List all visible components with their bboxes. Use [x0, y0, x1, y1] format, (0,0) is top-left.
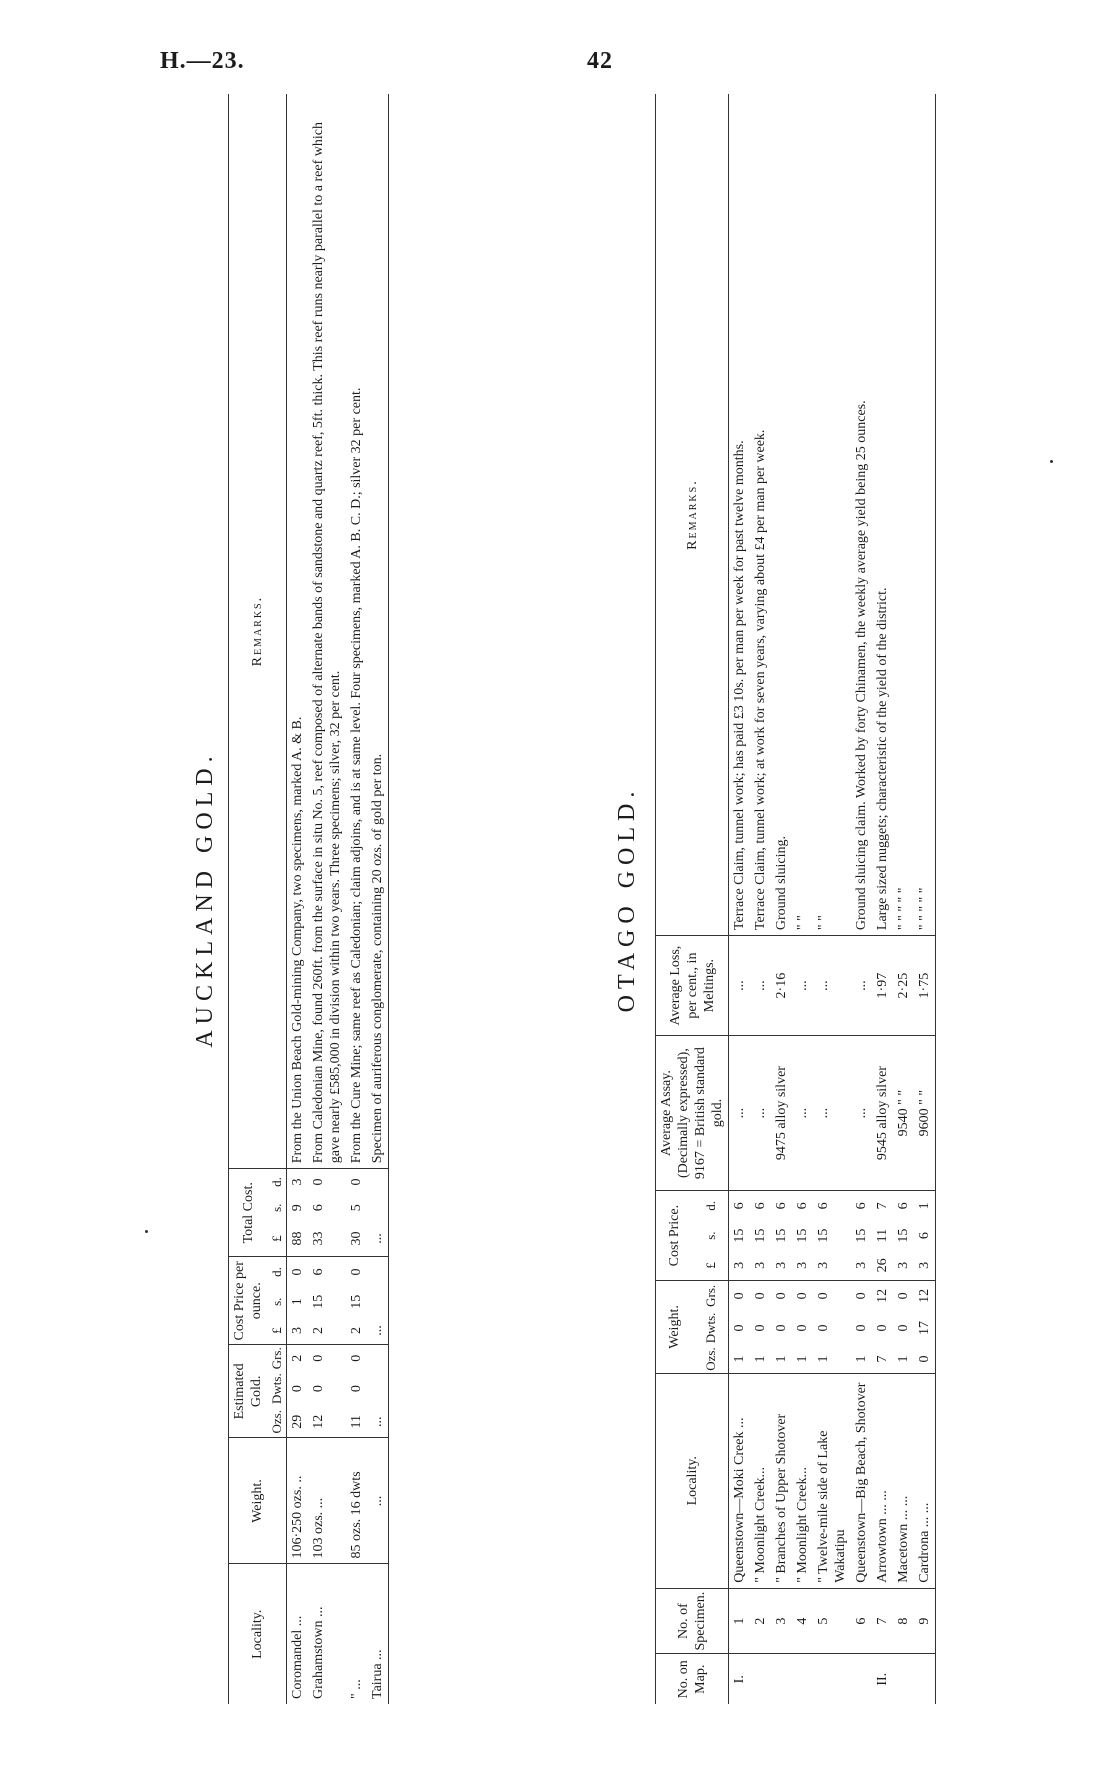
stray-mark: [1050, 460, 1053, 463]
unit-pounds: £: [694, 1251, 729, 1281]
table-row: [893, 94, 914, 1704]
cell-locality: " Moonlight Creek...: [792, 1373, 813, 1588]
cell-locality: Arrowtown ... ...: [872, 1373, 893, 1588]
cell-specimen: 5: [813, 1588, 851, 1654]
cell-cp-shillings: [367, 1287, 389, 1317]
unit-ozs: Ozs.: [694, 1345, 729, 1373]
cell-w-ozs: 0: [914, 1345, 936, 1373]
auck-header-cost-price: Cost Price per ounce.: [229, 1257, 268, 1345]
cell-loss: 2·25: [893, 936, 914, 1036]
cell-est-dwts: 0: [311, 1385, 326, 1393]
cell-w-ozs: 1: [813, 1345, 851, 1373]
cell-weight: 85 ozs. 16 dwts: [346, 1438, 367, 1564]
table-row: [750, 94, 771, 1704]
cell-specimen: 8: [893, 1588, 914, 1654]
otago-header-map: No. on Map.: [656, 1654, 729, 1704]
cell-est-grs: 0: [349, 1354, 364, 1362]
cell-est-grs: 2: [290, 1354, 305, 1362]
table-row: [792, 94, 813, 1704]
cell-remarks: Terrace Claim, tunnel work; at work for seven years, varying about £4 per man per week.: [750, 94, 771, 936]
table-row: [813, 94, 851, 1704]
auck-header-weight: Weight.: [229, 1438, 287, 1564]
cell-tc-pounds: 33: [308, 1221, 346, 1257]
cell-cp-pence: 0: [290, 1268, 305, 1276]
cell-c-pence: 1: [917, 1202, 932, 1210]
cell-c-pounds: 3: [893, 1251, 914, 1281]
rotated-page-content: [190, 94, 1070, 1704]
auck-header-estimated-gold: Estimated Gold.: [229, 1345, 268, 1438]
cell-locality: Queenstown—Big Beach, Shotover: [851, 1373, 872, 1588]
cell-tc-pounds: ...: [367, 1221, 389, 1257]
unit-pounds: £: [267, 1317, 287, 1345]
unit-pounds: £: [267, 1221, 287, 1257]
unit-pence: d.: [267, 1169, 287, 1195]
cell-locality: " ...: [349, 1679, 364, 1699]
auckland-table: [228, 94, 389, 1704]
cell-tc-pence: 0: [311, 1178, 326, 1186]
cell-c-shillings: 15: [732, 1228, 747, 1243]
cell-locality: Queenstown—Moki Creek ...: [729, 1373, 751, 1588]
cell-c-pence: 6: [816, 1202, 831, 1210]
cell-c-pence: 6: [732, 1202, 747, 1210]
cell-w-ozs: 7: [872, 1345, 893, 1373]
cell-locality: " Moonlight Creek...: [750, 1373, 771, 1588]
cell-tc-pounds: 30: [346, 1221, 367, 1257]
cell-assay: ...: [851, 1036, 872, 1191]
cell-w-dwts: 0: [795, 1324, 810, 1332]
cell-remarks: " ": [813, 94, 851, 936]
cell-w-grs: 0: [896, 1292, 911, 1300]
cell-weight: 103 ozs. ...: [308, 1438, 346, 1564]
cell-cp-shillings: 15: [311, 1294, 326, 1309]
cell-c-pence: 6: [896, 1202, 911, 1210]
cell-locality: Coromandel ...: [290, 1615, 305, 1699]
otago-header-weight: Weight.: [656, 1281, 694, 1374]
cell-cp-pence: [367, 1257, 389, 1287]
cell-locality: " Branches of Upper Shotover: [771, 1373, 792, 1588]
cell-est-dwts: [367, 1371, 389, 1406]
cell-c-shillings: 11: [875, 1228, 890, 1243]
cell-remarks: Specimen of auriferous conglomerate, containing 20 ozs. of gold per ton.: [367, 94, 389, 1169]
otago-header-cost-price: Cost Price.: [656, 1191, 694, 1281]
cell-remarks: Terrace Claim, tunnel work; has paid £3 10s. per man per week for past twelve months.: [729, 94, 751, 936]
unit-dwts: Dwts.: [694, 1311, 729, 1346]
cell-map: I.: [732, 1675, 747, 1684]
cell-specimen: 6: [851, 1588, 872, 1654]
cell-c-pounds: 3: [771, 1251, 792, 1281]
cell-w-dwts: 0: [753, 1324, 768, 1332]
cell-w-ozs: 1: [750, 1345, 771, 1373]
cell-c-pence: 6: [795, 1202, 810, 1210]
cell-locality: Macetown ... ...: [893, 1373, 914, 1588]
table-row: [729, 94, 751, 1704]
cell-loss: ...: [813, 936, 851, 1036]
cell-c-shillings: 15: [816, 1228, 831, 1243]
table-row: [308, 94, 346, 1704]
cell-est-ozs: 29: [287, 1406, 309, 1438]
cell-map: [851, 1654, 872, 1704]
table-row: [914, 94, 936, 1704]
auck-header-locality: Locality.: [229, 1564, 287, 1704]
table-row: [771, 94, 792, 1704]
unit-shillings: s.: [694, 1221, 729, 1251]
cell-tc-shillings: [367, 1195, 389, 1221]
table-row: [872, 94, 893, 1704]
cell-specimen: 1: [729, 1588, 751, 1654]
cell-est-dwts: 0: [349, 1385, 364, 1393]
cell-weight: ...: [367, 1438, 389, 1564]
cell-w-grs: 0: [732, 1292, 747, 1300]
otago-header-loss: Average Loss, per cent., in Meltings.: [656, 936, 729, 1036]
cell-tc-shillings: 6: [311, 1204, 326, 1212]
cell-assay: ...: [813, 1036, 851, 1191]
stray-mark: [145, 1230, 148, 1233]
cell-loss: ...: [792, 936, 813, 1036]
cell-w-ozs: 1: [729, 1345, 751, 1373]
cell-assay: 9540 " ": [893, 1036, 914, 1191]
cell-remarks: From the Union Beach Gold-mining Company, two specimens, marked A. & B.: [287, 94, 309, 1169]
cell-cp-pence: 6: [311, 1268, 326, 1276]
unit-dwts: Dwts.: [267, 1371, 287, 1406]
cell-remarks: Ground sluicing claim. Worked by forty Chinamen, the weekly average yield being 25 ounces.: [851, 94, 872, 936]
cell-tc-shillings: 9: [290, 1204, 305, 1212]
cell-c-shillings: 15: [854, 1228, 869, 1243]
cell-specimen: 3: [771, 1588, 792, 1654]
auck-header-total-cost: Total Cost.: [229, 1169, 268, 1257]
cell-w-dwts: 0: [854, 1324, 869, 1332]
cell-cp-shillings: 1: [290, 1298, 305, 1306]
cell-locality: Cardrona ... ...: [914, 1373, 936, 1588]
cell-est-dwts: 0: [290, 1385, 305, 1393]
cell-assay: ...: [750, 1036, 771, 1191]
cell-tc-pence: [367, 1169, 389, 1195]
cell-w-grs: 0: [774, 1292, 789, 1300]
unit-pence: d.: [267, 1257, 287, 1287]
cell-assay: 9600 " ": [914, 1036, 936, 1191]
cell-w-grs: 0: [795, 1292, 810, 1300]
landscape-content: [190, 94, 1070, 1704]
auck-header-remarks: Remarks.: [229, 94, 287, 1169]
cell-locality: Grahamstown ...: [311, 1606, 326, 1699]
cell-c-pence: 6: [774, 1202, 789, 1210]
cell-c-pounds: 26: [872, 1251, 893, 1281]
cell-remarks: Large sized nuggets; characteristic of the yield of the district.: [872, 94, 893, 936]
cell-w-grs: 0: [854, 1292, 869, 1300]
cell-c-pounds: 3: [813, 1251, 851, 1281]
table-row: [346, 94, 367, 1704]
cell-map: [914, 1654, 936, 1704]
cell-loss: 2·16: [771, 936, 792, 1036]
cell-map: [893, 1654, 914, 1704]
cell-remarks: From the Cure Mine; same reef as Caledonian; claim adjoins, and is at same level. Four specimens, marked A. B. C. D.; silver 32 per cent.: [346, 94, 367, 1169]
cell-specimen: 4: [792, 1588, 813, 1654]
table-row: [851, 94, 872, 1704]
cell-c-shillings: 15: [753, 1228, 768, 1243]
cell-loss: ...: [851, 936, 872, 1036]
otago-title: OTAGO GOLD.: [614, 785, 640, 1013]
otago-header-locality: Locality.: [656, 1373, 729, 1588]
cell-cp-shillings: 15: [349, 1294, 364, 1309]
cell-w-ozs: 1: [792, 1345, 813, 1373]
unit-grs: Grs.: [694, 1281, 729, 1311]
cell-w-dwts: 0: [732, 1324, 747, 1332]
cell-remarks: " " " " ": [914, 94, 936, 936]
cell-w-dwts: 17: [917, 1320, 932, 1335]
cell-c-pence: 6: [753, 1202, 768, 1210]
cell-cp-pounds: ...: [367, 1317, 389, 1345]
cell-tc-pence: 3: [290, 1178, 305, 1186]
cell-assay: ...: [729, 1036, 751, 1191]
cell-w-grs: 0: [816, 1292, 831, 1300]
cell-assay: ...: [792, 1036, 813, 1191]
cell-cp-pence: 0: [349, 1268, 364, 1276]
page-code: H.—23.: [160, 48, 245, 74]
cell-w-ozs: 1: [851, 1345, 872, 1373]
cell-c-pounds: 3: [750, 1251, 771, 1281]
unit-pence: d.: [694, 1191, 729, 1221]
cell-w-dwts: 0: [875, 1324, 890, 1332]
cell-w-ozs: 1: [771, 1345, 792, 1373]
cell-w-grs: 12: [917, 1288, 932, 1303]
cell-c-shillings: 15: [795, 1228, 810, 1243]
cell-remarks: " ": [792, 94, 813, 936]
cell-assay: 9475 alloy silver: [771, 1036, 792, 1191]
cell-c-pounds: 3: [729, 1251, 751, 1281]
cell-w-dwts: 0: [816, 1324, 831, 1332]
cell-remarks: " " " " ": [893, 94, 914, 936]
cell-cp-pounds: 2: [346, 1317, 367, 1345]
unit-grs: Grs.: [267, 1345, 287, 1372]
otago-header-remarks: Remarks.: [656, 94, 729, 936]
cell-map: II.: [875, 1672, 890, 1686]
unit-ozs: Ozs.: [267, 1406, 287, 1438]
auckland-title: AUCKLAND GOLD.: [192, 750, 218, 1048]
cell-w-dwts: 0: [774, 1324, 789, 1332]
cell-c-shillings: 15: [774, 1228, 789, 1243]
cell-c-pence: 7: [875, 1202, 890, 1210]
cell-est-grs: [367, 1345, 389, 1372]
page-number: 42: [587, 48, 613, 74]
table-row: [367, 94, 389, 1704]
table-row: [287, 94, 309, 1704]
cell-loss: ...: [729, 936, 751, 1036]
cell-remarks: Ground sluicing.: [771, 94, 792, 936]
cell-w-dwts: 0: [896, 1324, 911, 1332]
cell-c-shillings: 6: [917, 1232, 932, 1240]
cell-c-pounds: 3: [914, 1251, 936, 1281]
otago-table: [655, 94, 936, 1704]
cell-w-grs: 12: [875, 1288, 890, 1303]
cell-est-ozs: 11: [346, 1406, 367, 1438]
cell-w-grs: 0: [753, 1292, 768, 1300]
cell-est-ozs: 12: [308, 1406, 346, 1438]
cell-specimen: 9: [914, 1588, 936, 1654]
cell-tc-pence: 0: [349, 1178, 364, 1186]
cell-c-pounds: 3: [851, 1251, 872, 1281]
cell-map: [813, 1654, 851, 1704]
cell-c-pounds: 3: [792, 1251, 813, 1281]
cell-loss: ...: [750, 936, 771, 1036]
cell-cp-pounds: 2: [308, 1317, 346, 1345]
cell-loss: 1·75: [914, 936, 936, 1036]
cell-assay: 9545 alloy silver: [872, 1036, 893, 1191]
otago-header-specimen: No. of Specimen.: [656, 1588, 729, 1654]
cell-specimen: 2: [750, 1588, 771, 1654]
cell-est-grs: 0: [311, 1354, 326, 1362]
cell-map: [771, 1654, 792, 1704]
cell-cp-pounds: 3: [287, 1317, 309, 1345]
cell-weight: 106·250 ozs. ..: [287, 1438, 309, 1564]
cell-remarks: From Caledonian Mine, found 260ft. from the surface in situ No. 5, reef composed of alternate bands of sandstone and quartz reef, 5ft. thick. This reef runs nearly parallel to a reef which gave nearly £585,000 in division within two years. Three specimens; silver, 32 per cent.: [308, 94, 346, 1169]
cell-specimen: 7: [872, 1588, 893, 1654]
cell-loss: 1·97: [872, 936, 893, 1036]
cell-est-ozs: ...: [367, 1406, 389, 1438]
cell-tc-pounds: 88: [287, 1221, 309, 1257]
cell-map: [750, 1654, 771, 1704]
cell-locality: Tairua ...: [370, 1649, 385, 1699]
cell-c-shillings: 15: [896, 1228, 911, 1243]
otago-header-assay: Average Assay. (Decimally expressed), 9167 = British standard gold.: [656, 1036, 729, 1191]
unit-shillings: s.: [267, 1287, 287, 1317]
cell-locality: " Twelve-mile side of Lake Wakatipu: [813, 1373, 851, 1588]
cell-tc-shillings: 5: [349, 1204, 364, 1212]
unit-shillings: s.: [267, 1195, 287, 1221]
cell-map: [792, 1654, 813, 1704]
cell-c-pence: 6: [854, 1202, 869, 1210]
cell-w-ozs: 1: [893, 1345, 914, 1373]
